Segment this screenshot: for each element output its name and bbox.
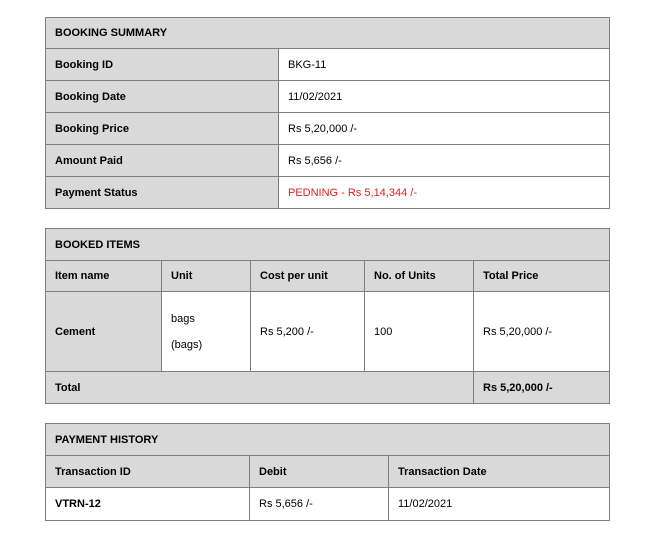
table-row	[46, 292, 610, 372]
cost-per-unit-cell: Rs 5,200 /-	[251, 292, 365, 372]
units-cell: 100	[365, 292, 474, 372]
total-price-cell: Rs 5,20,000 /-	[474, 292, 610, 372]
summary-row-booking-id	[46, 49, 610, 81]
summary-row-booking-price	[46, 113, 610, 145]
unit-line-1: bags	[171, 312, 195, 325]
booking-date-label: Booking Date	[46, 81, 279, 113]
payment-history-header-row	[46, 424, 610, 456]
booked-items-title: BOOKED ITEMS	[46, 229, 610, 261]
payment-history-column-headers	[46, 456, 610, 488]
booking-summary-section	[45, 17, 609, 209]
table-row	[46, 488, 610, 521]
summary-row-payment-status	[46, 177, 610, 209]
payment-history-title: PAYMENT HISTORY	[46, 424, 610, 456]
booking-id-label: Booking ID	[46, 49, 279, 81]
booked-items-table	[45, 228, 610, 404]
total-label: Total	[46, 372, 474, 404]
payment-status-value: PEDNING - Rs 5,14,344 /-	[279, 177, 610, 209]
booking-summary-title: BOOKING SUMMARY	[46, 18, 610, 49]
payment-history-table	[45, 423, 610, 521]
booking-price-label: Booking Price	[46, 113, 279, 145]
booked-items-column-headers	[46, 261, 610, 292]
total-value: Rs 5,20,000 /-	[474, 372, 610, 404]
booking-id-value: BKG-11	[279, 49, 610, 81]
item-name-cell: Cement	[46, 292, 162, 372]
column-header-total-price: Total Price	[474, 261, 610, 292]
booking-summary-header-row	[46, 18, 610, 49]
booking-price-value: Rs 5,20,000 /-	[279, 113, 610, 145]
unit-line-2: (bags)	[171, 338, 203, 351]
column-header-transaction-id: Transaction ID	[46, 456, 250, 488]
booked-items-total-row	[46, 372, 610, 404]
column-header-no-of-units: No. of Units	[365, 261, 474, 292]
unit-cell	[162, 292, 251, 372]
column-header-unit: Unit	[162, 261, 251, 292]
payment-status-label: Payment Status	[46, 177, 279, 209]
transaction-date-cell: 11/02/2021	[389, 488, 610, 521]
booked-items-header-row	[46, 229, 610, 261]
column-header-cost-per-unit: Cost per unit	[251, 261, 365, 292]
transaction-id-cell: VTRN-12	[46, 488, 250, 521]
booked-items-section	[45, 228, 609, 404]
debit-cell: Rs 5,656 /-	[250, 488, 389, 521]
payment-history-section	[45, 423, 609, 521]
column-header-debit: Debit	[250, 456, 389, 488]
column-header-transaction-date: Transaction Date	[389, 456, 610, 488]
booking-date-value: 11/02/2021	[279, 81, 610, 113]
amount-paid-label: Amount Paid	[46, 145, 279, 177]
column-header-item-name: Item name	[46, 261, 162, 292]
booking-summary-table	[45, 17, 610, 209]
summary-row-booking-date	[46, 81, 610, 113]
amount-paid-value: Rs 5,656 /-	[279, 145, 610, 177]
summary-row-amount-paid	[46, 145, 610, 177]
